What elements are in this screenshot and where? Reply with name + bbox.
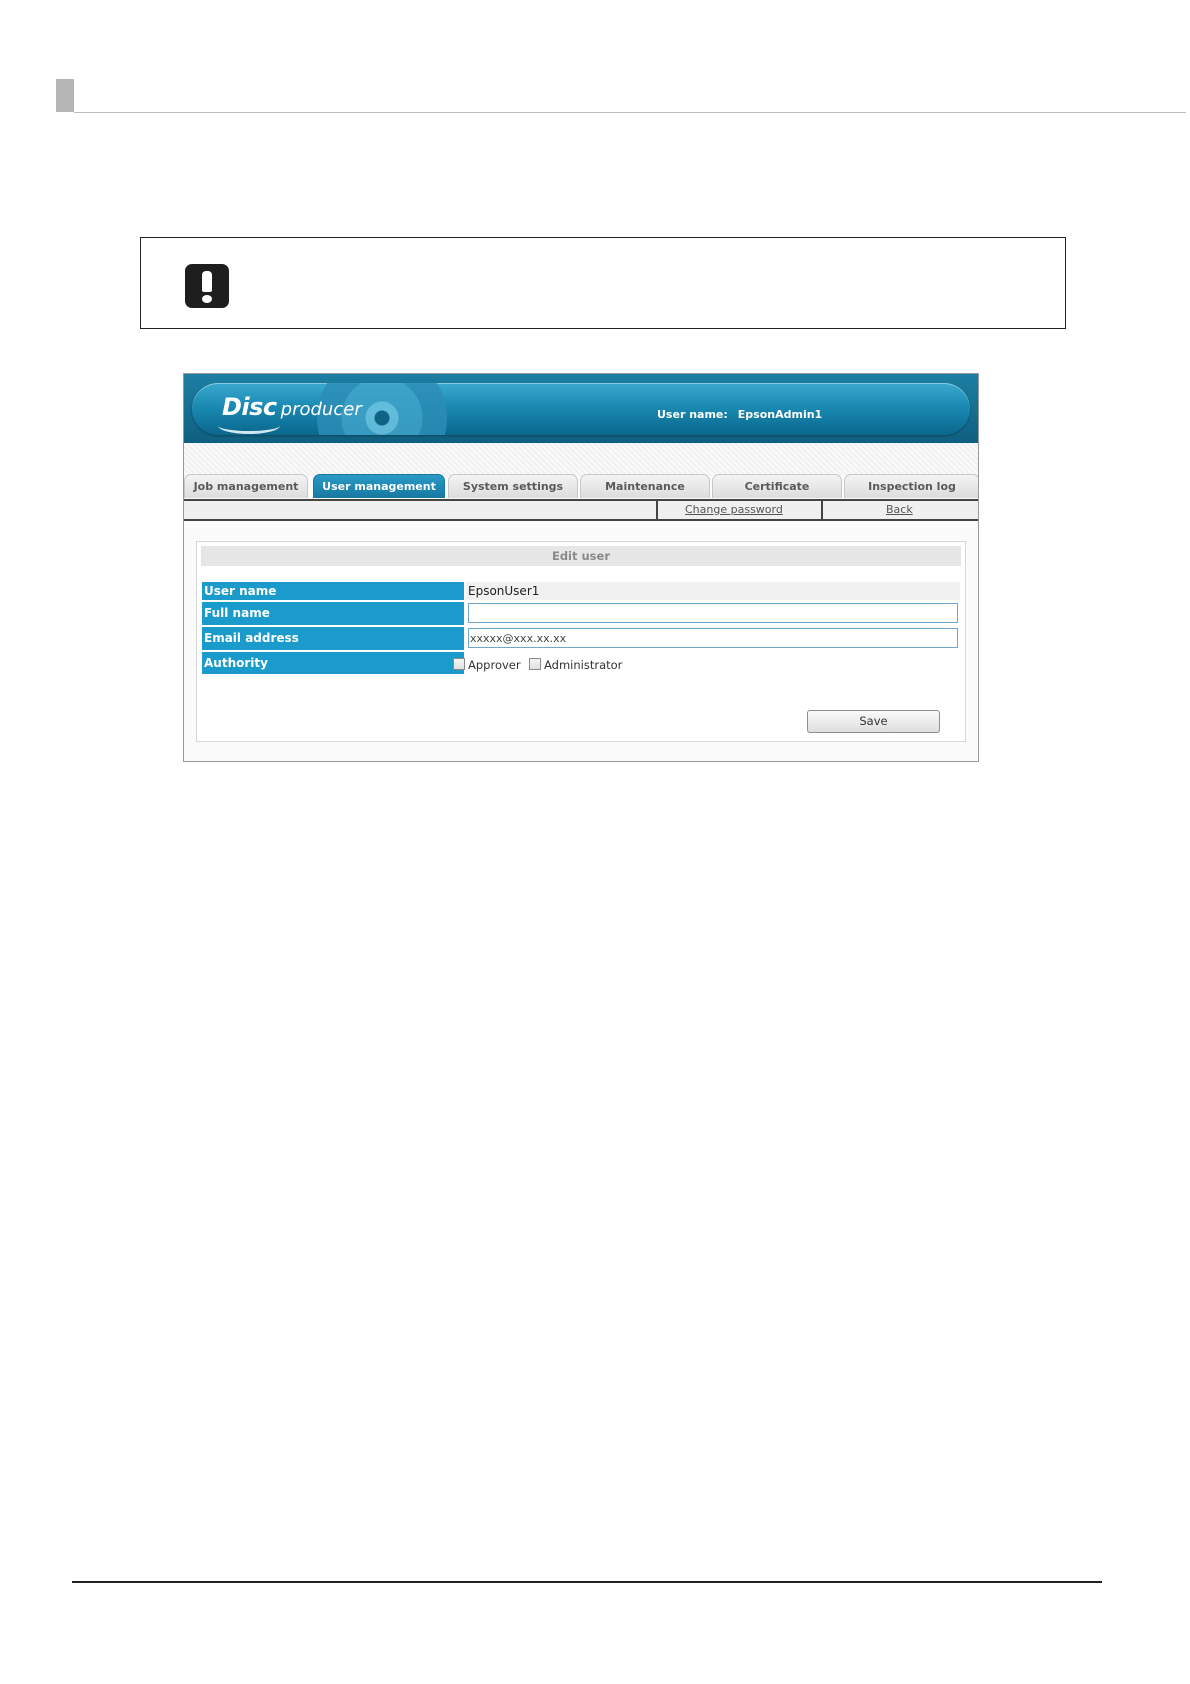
full-name-input[interactable] bbox=[468, 603, 958, 623]
administrator-label: Administrator bbox=[544, 658, 623, 672]
tab-certificate[interactable]: Certificate bbox=[712, 474, 842, 498]
back-link[interactable]: Back bbox=[886, 503, 913, 516]
logo-swoosh bbox=[218, 417, 280, 434]
footer-rule bbox=[72, 1581, 1102, 1583]
banner-pill bbox=[192, 383, 970, 435]
logo-disc-text: Disc bbox=[222, 393, 277, 421]
user-name-label: User name: bbox=[657, 408, 728, 421]
exclamation-icon bbox=[185, 264, 229, 308]
authority-field-label: Authority bbox=[202, 652, 464, 674]
subnav-divider bbox=[821, 501, 823, 519]
user-name-row-bg bbox=[466, 582, 960, 600]
edit-user-panel bbox=[196, 541, 966, 742]
main-tabs bbox=[184, 474, 979, 499]
section-marker bbox=[56, 79, 74, 112]
app-banner bbox=[184, 374, 979, 443]
tab-inspection-log[interactable]: Inspection log bbox=[844, 474, 979, 498]
panel-title: Edit user bbox=[201, 546, 961, 566]
sub-navigation bbox=[184, 499, 979, 521]
user-name-value-text: EpsonUser1 bbox=[468, 584, 540, 598]
tab-user-management[interactable]: User management bbox=[313, 474, 445, 498]
logo-producer-text: producer bbox=[280, 399, 362, 420]
tab-job-management[interactable]: Job management bbox=[184, 474, 308, 498]
disc-producer-logo bbox=[222, 393, 362, 421]
save-button[interactable]: Save bbox=[807, 710, 940, 733]
subnav-divider bbox=[656, 501, 658, 519]
user-name-field-label: User name bbox=[202, 582, 464, 600]
approver-label: Approver bbox=[468, 658, 521, 672]
change-password-link[interactable]: Change password bbox=[685, 503, 783, 516]
approver-checkbox[interactable] bbox=[453, 658, 465, 670]
user-name-value: EpsonAdmin1 bbox=[737, 408, 823, 421]
full-name-field-label: Full name bbox=[202, 602, 464, 625]
tab-system-settings[interactable]: System settings bbox=[448, 474, 578, 498]
current-user-info bbox=[657, 408, 822, 421]
disc-producer-window bbox=[183, 373, 979, 762]
tab-maintenance[interactable]: Maintenance bbox=[580, 474, 710, 498]
important-notice-box bbox=[140, 237, 1066, 329]
header-rule bbox=[74, 112, 1186, 113]
email-input[interactable] bbox=[468, 628, 958, 648]
header-stripe bbox=[184, 443, 979, 476]
administrator-checkbox[interactable] bbox=[529, 658, 541, 670]
email-field-label: Email address bbox=[202, 627, 464, 650]
